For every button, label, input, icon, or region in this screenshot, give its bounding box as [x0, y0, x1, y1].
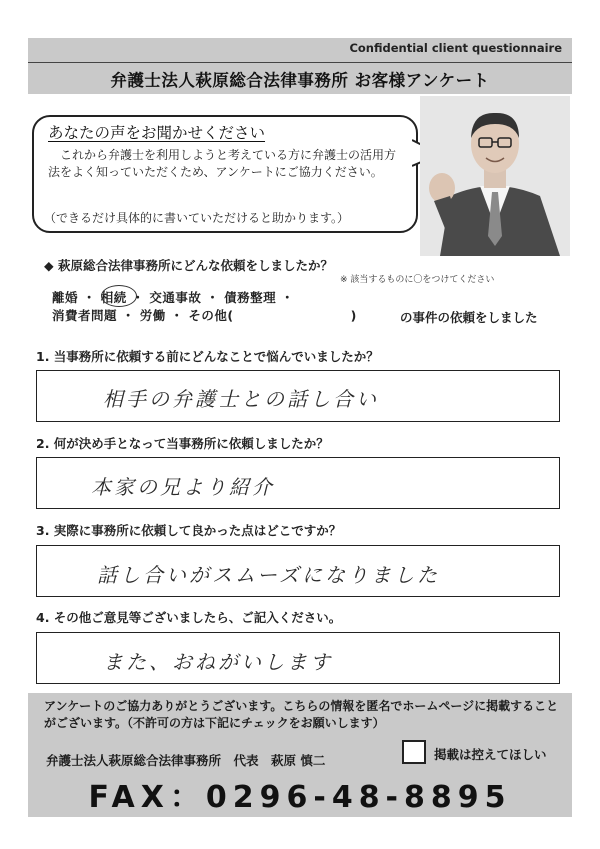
request-note: ※ 該当するものに〇をつけてください [340, 275, 495, 285]
question-3-label: 3. 実際に事務所に依頼して良かった点はどこですか？ [36, 523, 342, 538]
selected-option-circle [101, 285, 137, 307]
attorney-portrait-illustration [420, 96, 570, 256]
english-title: Confidential client questionnaire [349, 41, 562, 55]
attorney-photo [420, 96, 570, 256]
footer-firm-name: 弁護士法人萩原総合法律事務所 代表 萩原 慎二 [46, 753, 326, 768]
answer-box-4[interactable] [36, 632, 560, 684]
request-suffix: の事件の依頼をしました [400, 310, 538, 325]
answer-box-3[interactable] [36, 545, 560, 597]
header-band [28, 38, 572, 94]
answer-box-2[interactable] [36, 457, 560, 509]
answer-box-1[interactable] [36, 370, 560, 422]
intro-bubble [32, 115, 418, 233]
footer-band [28, 693, 572, 817]
answer-3-text: 話し合いがスムーズになりました [97, 563, 440, 587]
answer-2-text: 本家の兄より紹介 [91, 475, 275, 499]
header-divider [28, 62, 572, 63]
footer-notice: アンケートのご協力ありがとうございます。こちらの情報を匿名でホームページに掲載することがございます。（不許可の方は下記にチェックをお願いします） [44, 699, 559, 730]
question-1-label: 1. 当事務所に依頼する前にどんなことで悩んでいましたか？ [36, 349, 379, 364]
answer-1-text: 相手の弁護士との話し合い [103, 387, 379, 411]
no-publish-checkbox[interactable] [402, 740, 426, 764]
question-2-label: 2. 何が決め手となって当事務所に依頼しましたか？ [36, 436, 329, 451]
intro-title: あなたの声をお聞かせください [48, 124, 266, 142]
request-options-row2: 消費者問題 ・ 労働 ・ その他( ) [52, 308, 357, 323]
request-options-row1: 離婚 ・ 相続 ・ 交通事故 ・ 債務整理 ・ [52, 290, 294, 305]
no-publish-label: 掲載は控えてほしい [434, 747, 547, 762]
intro-note: （できるだけ具体的に書いていただけると助かります。） [44, 211, 350, 225]
request-heading: ◆ 萩原総合法律事務所にどんな依頼をしましたか？ [44, 258, 333, 273]
fax-number: FAX：0296-48-8895 [88, 780, 512, 815]
answer-4-text: また、おねがいします [103, 650, 333, 674]
intro-body: これから弁護士を利用しようと考えている方に弁護士の活用方法をよく知っていただくため、アンケートにご協力ください。 [48, 148, 397, 179]
page-title: 弁護士法人萩原総合法律事務所 お客様アンケート [110, 71, 490, 90]
question-4-label: 4. その他ご意見等ございましたら、ご記入ください。 [36, 610, 342, 625]
